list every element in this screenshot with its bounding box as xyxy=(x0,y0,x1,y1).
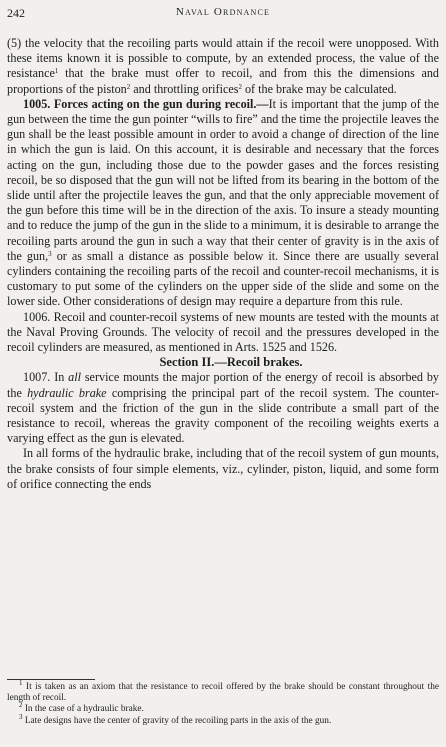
italic-all: all xyxy=(68,370,81,385)
footnote-text-1: It is taken as an axiom that the resistance to recoil offered by the brake should be constant throughout the length of recoil. xyxy=(7,682,439,704)
article-1007-text-b: service mounts the major portion of the energy of recoil is absorbed by the xyxy=(7,370,439,400)
intro-text-b: that the brake must offer to recoil, and from this the dimensions and proportions of the piston xyxy=(7,66,439,96)
footnotes xyxy=(7,679,439,727)
body-text xyxy=(7,36,439,492)
footnote-1 xyxy=(7,679,439,704)
footnote-text-2: In the case of a hydraulic brake. xyxy=(22,704,144,715)
footnote-mark-1: 1 xyxy=(19,679,23,687)
footnote-mark-2: 2 xyxy=(19,701,23,710)
intro-text-a: (5) the velocity that the recoiling parts would attain if the recoil were unopposed. With these items known it is possible to compute, by an extended process, the value of the resistance xyxy=(7,36,439,81)
intro-text-d: of the brake may be calculated. xyxy=(241,81,397,96)
intro-text-c: and throttling orifices xyxy=(130,81,239,96)
article-number-1007: 1007. xyxy=(23,370,51,385)
footnote-2 xyxy=(7,701,439,715)
article-number-1006: 1006. xyxy=(23,309,51,324)
italic-hydraulic-brake: hydraulic brake xyxy=(27,385,107,400)
article-1006 xyxy=(7,310,439,356)
article-1005-text-b: or as small a distance as possible below it. Since there are usually several cylinders containing the recoiling parts of the recoil and counter-recoil mechanisms, it is customary to put some of the cylinders on the upper side of the slide and some on the lower side. Other considerations of design may require a departure from this rule. xyxy=(7,248,439,309)
intro-paragraph xyxy=(7,36,439,97)
last-paragraph: In all forms of the hydraulic brake, including that of the recoil system of gun mounts, the brake consists of four simple elements, viz., cylinder, piston, liquid, and some form of orifice connecting the ends xyxy=(7,446,439,491)
article-1007-text-a: In xyxy=(54,370,69,385)
footnote-text-3: Late designs have the center of gravity of the recoiling parts in the axis of the gun. xyxy=(22,715,332,726)
footnote-mark-3: 3 xyxy=(19,712,23,721)
footnote-3 xyxy=(7,712,439,727)
article-heading-1005: Forces acting on the gun during recoil.— xyxy=(53,96,269,111)
article-1007 xyxy=(7,370,439,446)
footnote-ref-1: 1 xyxy=(54,67,59,76)
article-1006-text: Recoil and counter-recoil systems of new mounts are tested with the mounts at the Naval Proving Grounds. The velocity of recoil and the pressures developed in the recoil cylinders are measured, as mentioned in Arts. 1525 and 1526. xyxy=(7,309,439,355)
section-heading: Section II.—Recoil brakes. xyxy=(159,355,303,370)
article-1005 xyxy=(7,97,439,310)
footnote-ref-3: 3 xyxy=(48,249,52,258)
article-number-1005: 1005. xyxy=(23,96,51,111)
running-title: Naval Ordnance xyxy=(175,6,271,18)
page-header xyxy=(7,6,439,20)
page-number: 242 xyxy=(7,6,25,20)
article-1005-text-a: It is important that the jump of the gun between the time the gun pointer “wills to fire” and the time the projectile leaves the gun shall be the least possible amount in order to avoid a change of direction of the line in which the gun is laid. On this account, it is desirable and necessary that the forces acting on the gun, including those due to the powder gases and the forces resisting recoil, be so disposed that the gun will not be lifted from its bearing in the bottom of the slide until after the projectile leaves the gun, and that the only appreciable movement of the gun before this time will be in the direction of the axis. To insure a steady mounting and to reduce the jump of the gun in the slide to a minimum, it is desirable to arrange the recoiling parts around the gun in such a way that their center of gravity is in the axis of the gun, xyxy=(7,96,439,263)
footnote-ref-2: 2 xyxy=(126,82,131,91)
footnote-ref-2b: 2 xyxy=(238,82,242,91)
article-1007-text-c: comprising the principal part of the recoil system. The counter-recoil system and the friction of the gun in the slide contribute a small part of the resistance to recoil, whereas the gravity component of the recoiling weights exerts a varying effect as the gun is elevated. xyxy=(7,385,439,446)
